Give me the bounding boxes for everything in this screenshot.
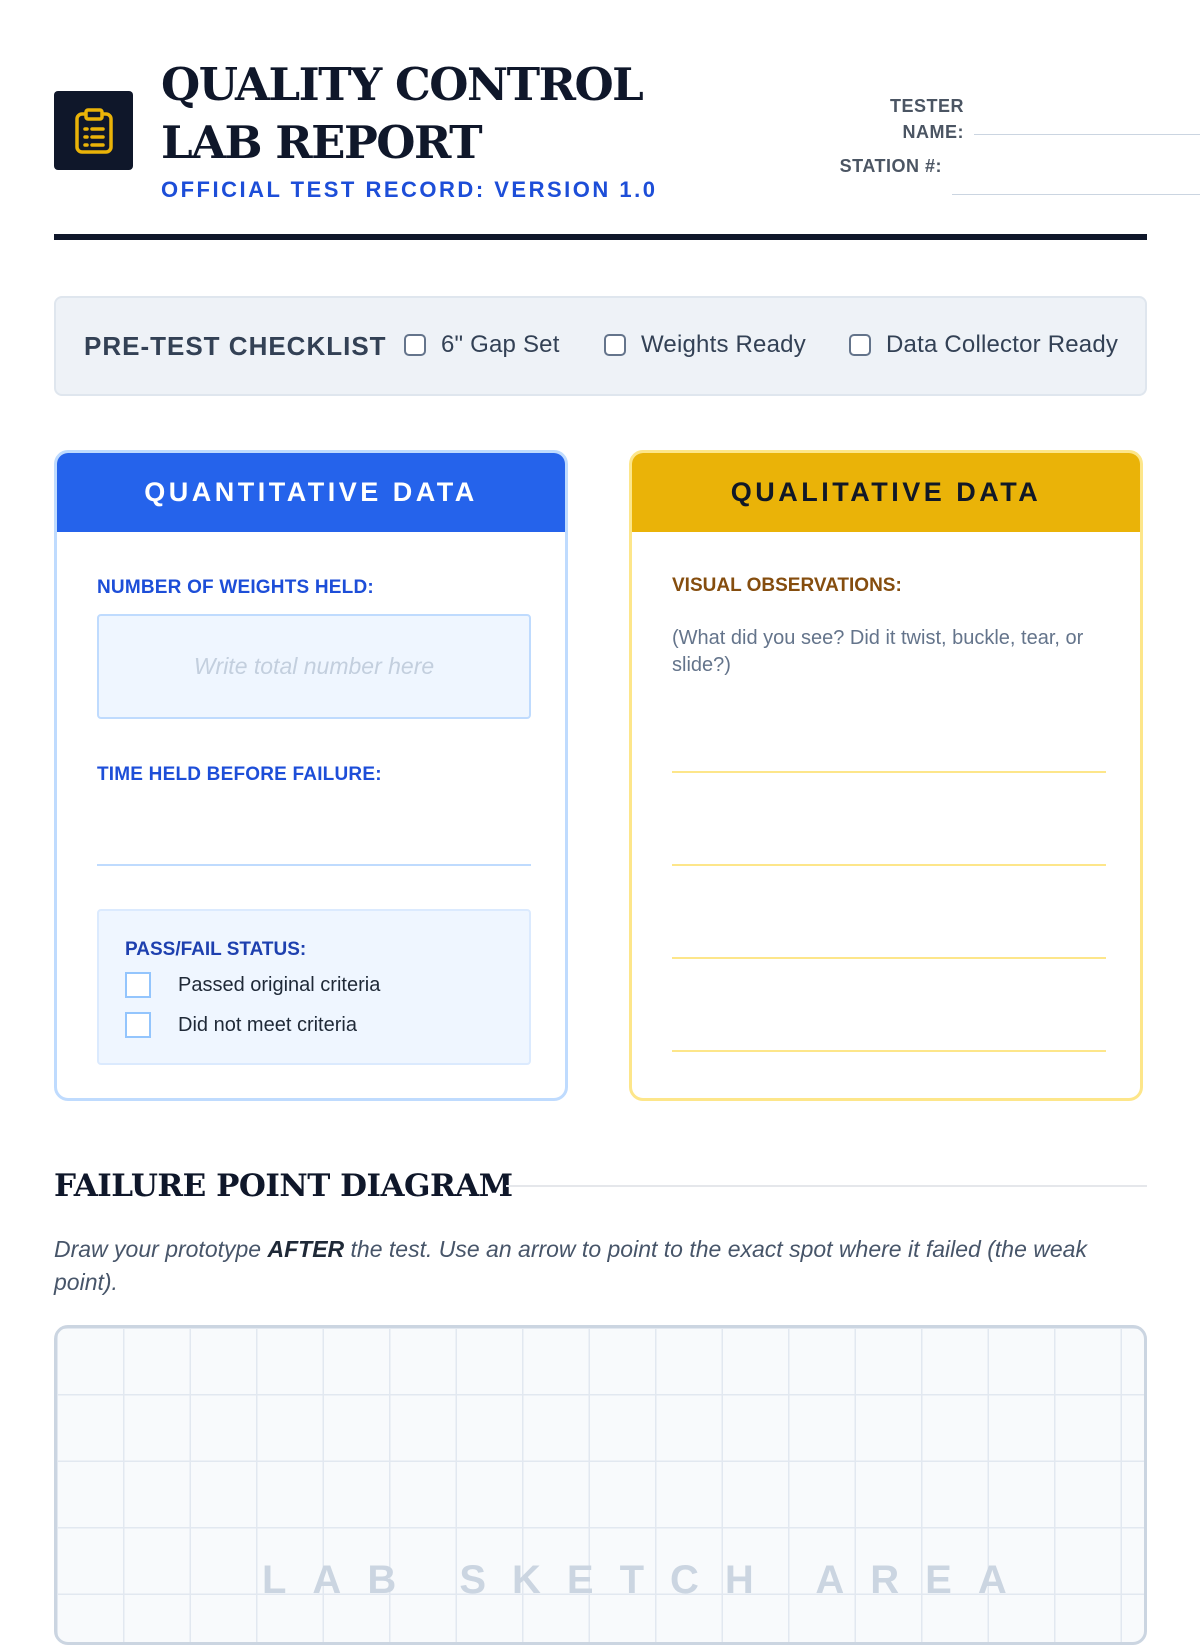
lab-report-page [54,0,1147,1602]
observation-line[interactable] [672,1050,1106,1052]
station-field[interactable] [952,194,1200,195]
report-header [54,0,1147,240]
instructions-text: Draw your prototype [54,1236,268,1262]
status-option-failed[interactable] [125,1012,357,1038]
time-held-label: TIME HELD BEFORE FAILURE: [97,764,382,785]
checklist-item-gap[interactable] [404,331,560,359]
report-subtitle: OFFICIAL TEST RECORD: VERSION 1.0 [161,177,658,202]
quantitative-header: QUANTITATIVE DATA [57,453,565,532]
heading-divider [506,1185,1147,1187]
weights-held-input[interactable] [97,614,531,719]
checklist-title: PRE-TEST CHECKLIST [84,331,387,361]
observation-line[interactable] [672,864,1106,866]
clipboard-list-icon [54,91,133,170]
header-divider [54,234,1147,240]
checklist-item-label: Data Collector Ready [886,331,1119,358]
checklist-item-data-collector[interactable] [849,331,1118,359]
observation-line[interactable] [672,771,1106,773]
failure-diagram-instructions [54,1233,1147,1299]
time-held-field[interactable] [97,864,531,866]
qualitative-header: QUALITATIVE DATA [632,453,1140,532]
checkbox[interactable] [125,972,151,998]
station-label: STATION #: [839,156,942,176]
tester-name-field[interactable] [974,134,1200,135]
checklist-item-label: Weights Ready [641,331,806,358]
tester-name-label: TESTER NAME: [889,96,964,142]
visual-observations-hint: (What did you see? Did it twist, buckle, tear, or slide?) [672,627,1084,676]
pre-test-checklist [54,296,1147,396]
checkbox[interactable] [849,334,871,356]
weights-held-label: NUMBER OF WEIGHTS HELD: [97,577,374,598]
checkbox[interactable] [404,334,426,356]
checkbox[interactable] [125,1012,151,1038]
visual-observations-label: VISUAL OBSERVATIONS: [672,575,902,596]
report-title: QUALITY CONTROL LAB REPORT [161,58,643,169]
sketch-area-label: LAB SKETCH AREA [262,1558,1033,1602]
instructions-text: the test. Use an arrow to point to the exact spot where it failed (the weak point). [54,1236,1087,1295]
pass-fail-title: PASS/FAIL STATUS: [125,939,307,960]
status-option-passed[interactable] [125,972,380,998]
status-option-label: Did not meet criteria [178,1013,357,1036]
status-option-label: Passed original criteria [178,973,381,996]
lab-sketch-area[interactable] [54,1325,1147,1645]
observation-line[interactable] [672,957,1106,959]
weights-held-placeholder: Write total number here [193,653,435,679]
quantitative-data-card [54,450,568,1101]
checklist-item-label: 6" Gap Set [441,331,560,358]
checklist-item-weights[interactable] [604,331,806,359]
pass-fail-status [97,909,531,1065]
qualitative-data-card [629,450,1143,1101]
failure-diagram-heading: FAILURE POINT DIAGRAM [54,1168,513,1204]
instructions-emphasis: AFTER [267,1236,345,1262]
checkbox[interactable] [604,334,626,356]
